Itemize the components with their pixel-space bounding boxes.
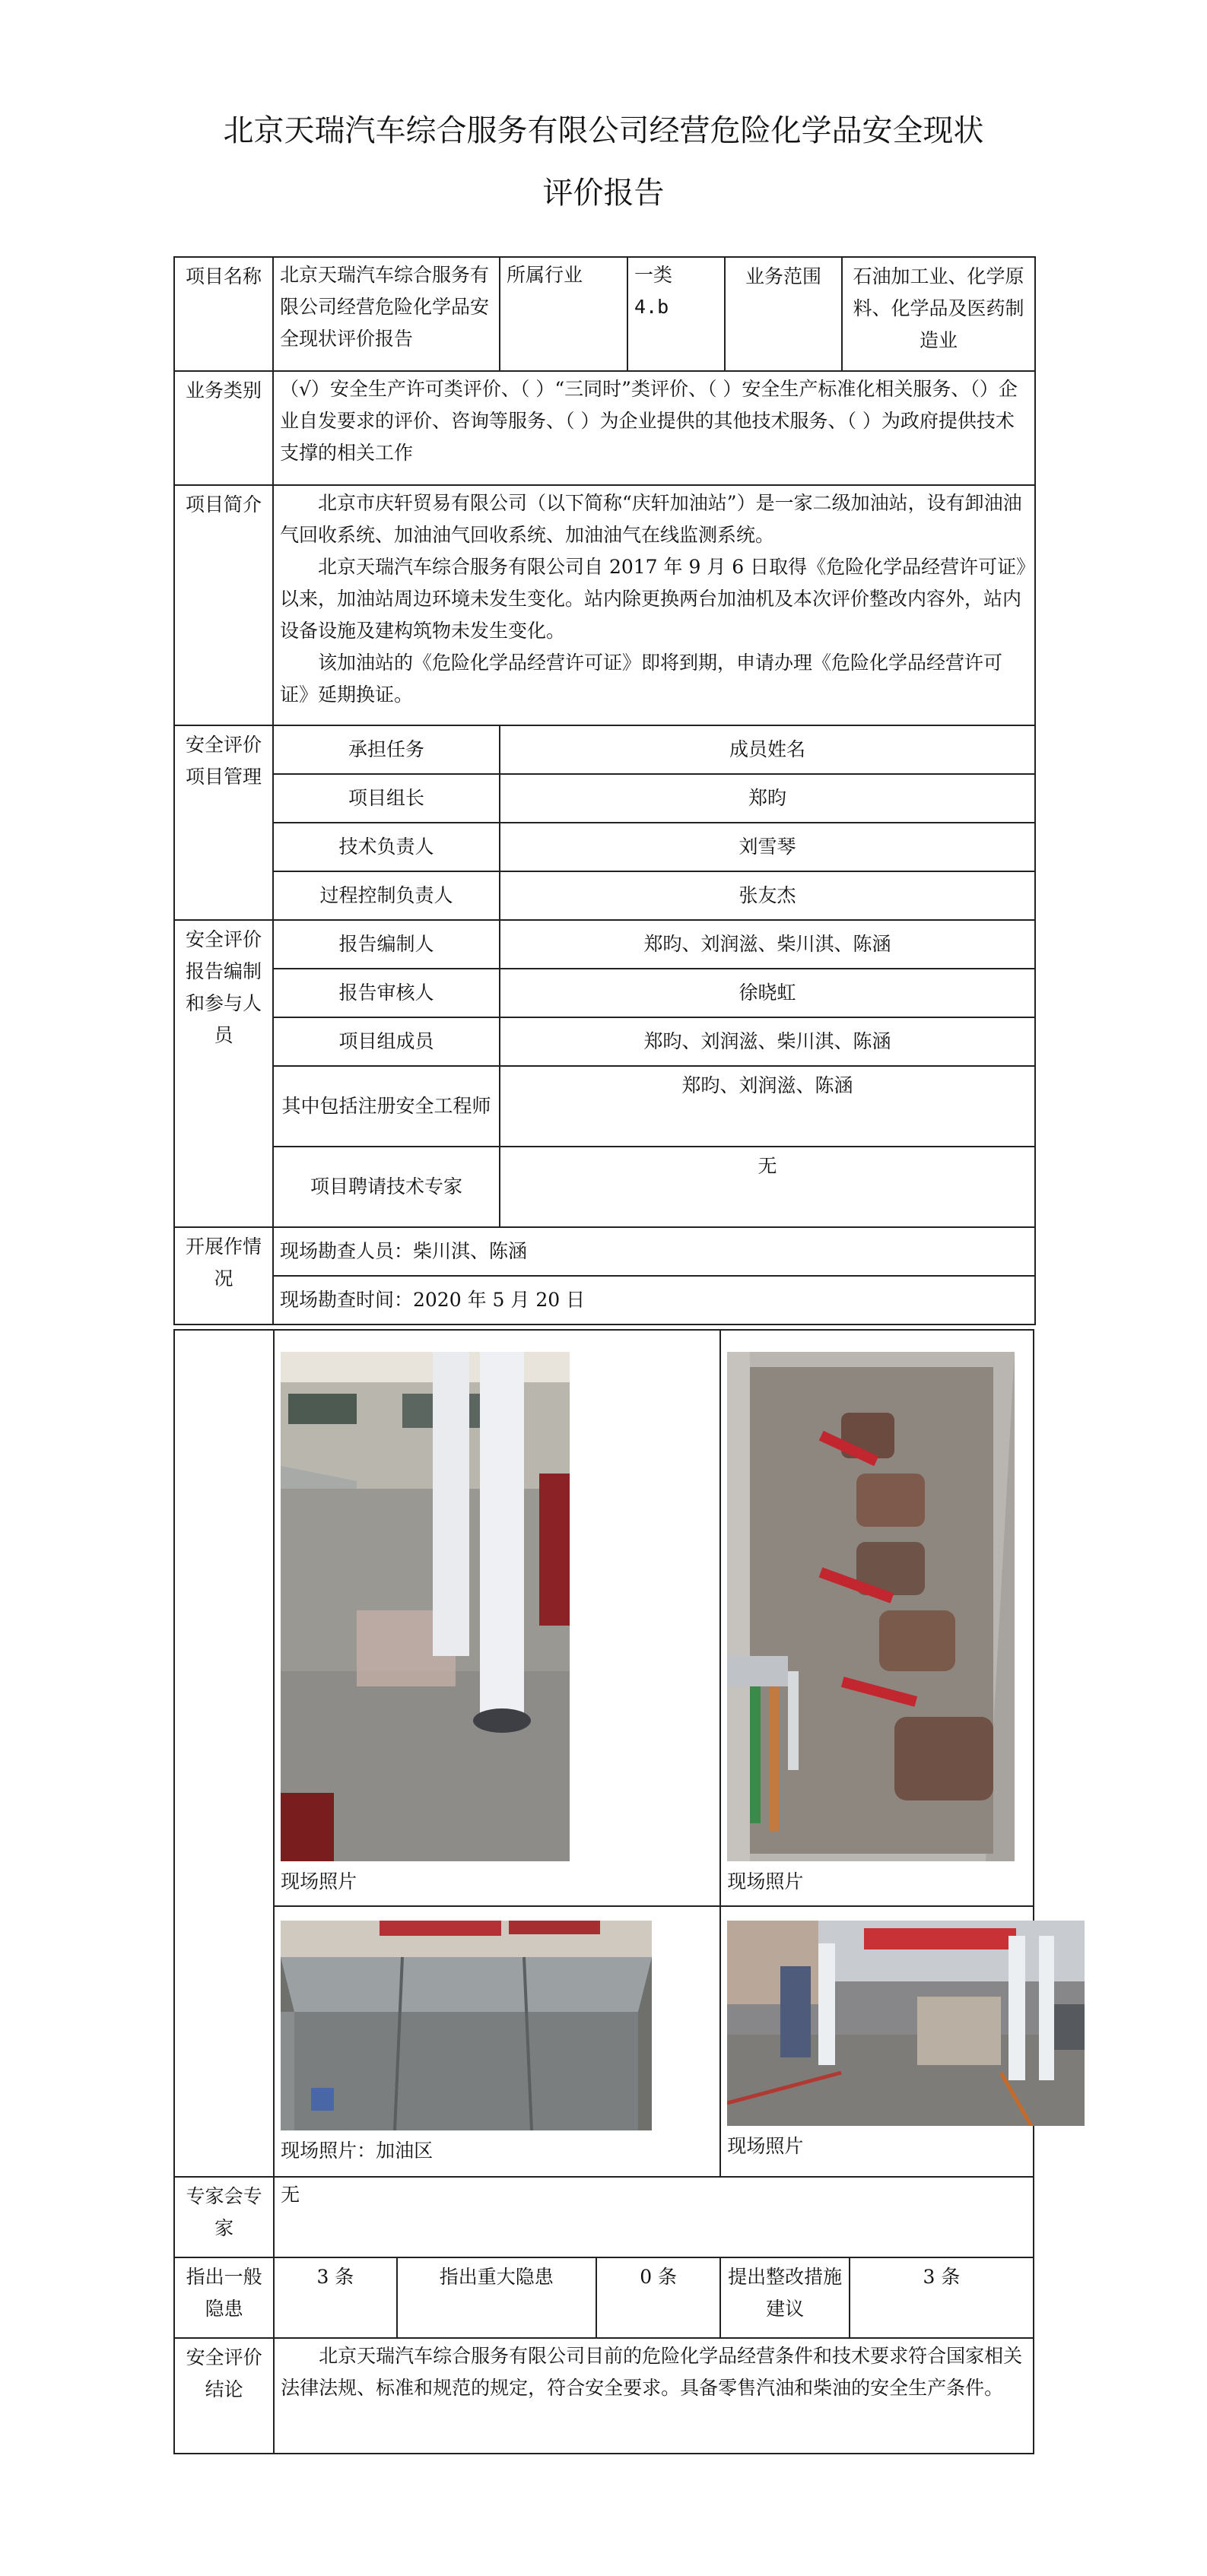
report-title-line1: 北京天瑞汽车综合服务有限公司经营危险化学品安全现状 <box>223 113 984 148</box>
site-photo-refuel-area <box>281 1921 652 2130</box>
intro-paragraph: 北京市庆轩贸易有限公司（以下简称“庆轩加油站”）是一家二级加油站，设有卸油油气回收系统、加油油气回收系统、加油油气在线监测系统。 <box>280 492 1022 546</box>
intro-paragraph: 北京天瑞汽车综合服务有限公司自 2017 年 9 月 6 日取得《危险化学品经营许可证》以来，加油站周边环境未发生变化。站内除更换两台加油机及本次评价整改内容外，站内设备设施及建构筑物未发生变化。 <box>280 556 1026 642</box>
conclusion-text <box>274 2338 1034 2454</box>
member-cell: 张友杰 <box>500 871 1035 920</box>
management-label: 安全评价项目管理 <box>174 725 273 920</box>
measures-count: 3 条 <box>850 2257 1034 2338</box>
task-cell: 项目组成员 <box>273 1017 500 1066</box>
task-cell: 项目聘请技术专家 <box>273 1147 500 1227</box>
business-type-text: （√）安全生产许可类评价、（ ）“三同时”类评价、（ ）安全生产标准化相关服务、（）企业自发要求的评价、咨询等服务、（ ）为企业提供的其他技术服务、（ ）为政府提供技术支撑的相关工作 <box>273 371 1035 485</box>
work-label: 开展作情况 <box>174 1227 273 1324</box>
photo-cell <box>274 1906 720 2177</box>
industry-value: 一类 4.b <box>627 257 725 371</box>
member-header: 成员姓名 <box>500 725 1035 774</box>
surveyors-text: 现场勘查人员：柴川淇、陈涵 <box>273 1227 1035 1276</box>
major-hazard-label: 指出重大隐患 <box>397 2257 596 2338</box>
industry-label: 所属行业 <box>500 257 627 371</box>
task-cell: 其中包括注册安全工程师 <box>273 1066 500 1147</box>
project-name-label: 项目名称 <box>174 257 273 371</box>
report-info-table <box>173 256 1036 1325</box>
site-photo-forecourt <box>727 1921 1085 2126</box>
member-cell: 郑昀、刘润滋、柴川淇、陈涵 <box>500 920 1035 969</box>
expert-label: 专家会专家 <box>174 2177 274 2257</box>
intro-body <box>273 485 1035 725</box>
business-type-label: 业务类别 <box>174 371 273 485</box>
intro-paragraph: 该加油站的《危险化学品经营许可证》即将到期，申请办理《危险化学品经营许可证》延期换证。 <box>280 652 1003 706</box>
task-cell: 报告编制人 <box>273 920 500 969</box>
general-hazard-count: 3 条 <box>274 2257 396 2338</box>
project-name-value: 北京天瑞汽车综合服务有限公司经营危险化学品安全现状评价报告 <box>273 257 500 371</box>
member-cell: 徐晓虹 <box>500 969 1035 1017</box>
member-cell: 刘雪琴 <box>500 823 1035 871</box>
photo-conclusion-table <box>173 1329 1034 2454</box>
member-cell: 郑昀 <box>500 774 1035 823</box>
major-hazard-count: 0 条 <box>596 2257 720 2338</box>
photo-section-label <box>174 1330 274 2177</box>
photo-cell <box>720 1330 1034 1906</box>
photo-caption: 现场照片 <box>727 1870 804 1892</box>
general-hazard-label: 指出一般隐患 <box>174 2257 274 2338</box>
scope-label: 业务范围 <box>725 257 842 371</box>
survey-date-text: 现场勘查时间：2020 年 5 月 20 日 <box>273 1276 1035 1324</box>
report-title-line2: 评价报告 <box>542 176 665 211</box>
photo-caption: 现场照片 <box>281 1870 357 1892</box>
photo-cell <box>274 1330 720 1906</box>
task-cell: 过程控制负责人 <box>273 871 500 920</box>
task-cell: 技术负责人 <box>273 823 500 871</box>
photo-cell <box>720 1906 1034 2177</box>
member-cell: 无 <box>500 1147 1035 1227</box>
task-cell: 报告审核人 <box>273 969 500 1017</box>
member-cell: 郑昀、刘润滋、柴川淇、陈涵 <box>500 1017 1035 1066</box>
measures-label: 提出整改措施建议 <box>720 2257 849 2338</box>
intro-label: 项目简介 <box>174 485 273 725</box>
photo-caption: 现场照片：加油区 <box>281 2140 434 2162</box>
photo-caption: 现场照片 <box>727 2135 804 2157</box>
expert-value: 无 <box>274 2177 1034 2257</box>
task-header: 承担任务 <box>273 725 500 774</box>
scope-value: 石油加工业、化学原料、化学品及医药制造业 <box>842 257 1035 371</box>
conclusion-label: 安全评价结论 <box>174 2338 274 2454</box>
site-photo-canopy <box>281 1352 570 1861</box>
task-cell: 项目组长 <box>273 774 500 823</box>
compilation-label: 安全评价报告编制和参与人员 <box>174 920 273 1227</box>
site-photo-valves <box>727 1352 1015 1861</box>
member-cell: 郑昀、刘润滋、陈涵 <box>500 1066 1035 1147</box>
conclusion-paragraph: 北京天瑞汽车综合服务有限公司目前的危险化学品经营条件和技术要求符合国家相关法律法规、标准和规范的规定，符合安全要求。具备零售汽油和柴油的安全生产条件。 <box>281 2345 1023 2399</box>
